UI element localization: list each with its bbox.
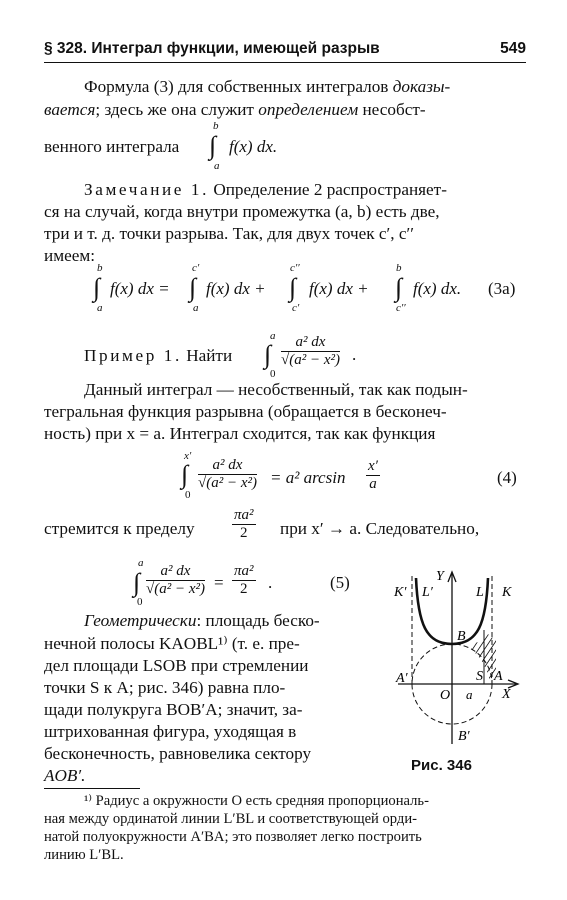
para1-line3: венного интеграла: [44, 137, 180, 156]
label-B: B: [457, 629, 466, 644]
footnote-line4: линию L′BL.: [44, 847, 124, 863]
limit-lower: a: [193, 302, 199, 314]
remark-line2: ся на случай, когда внутри промежутка (a, b) есть две,: [44, 202, 440, 221]
integral-sign: ∫: [181, 460, 189, 489]
section-title: § 328. Интеграл функции, имеющей разрыв: [44, 40, 380, 57]
footnote-line3: натой полуокружности A′BA; это позволяет легко построить: [44, 829, 422, 845]
formula4-fraction: $\frac{\text{a² dx}}{\text{√(a² − x²)}}$: [198, 457, 257, 491]
para3-a: стремится к пределу: [44, 519, 195, 538]
integral-sign: ∫: [133, 568, 141, 597]
figure-346: [390, 566, 530, 756]
limit-lower: 0: [185, 489, 191, 501]
footnote-rule: [44, 788, 140, 789]
limit-upper: b: [396, 262, 402, 274]
limit-lower: c′: [292, 302, 300, 314]
label-A: A: [494, 669, 503, 684]
example-fraction: $\frac{\text{a² dx}}{\text{√(a² − x²)}}$: [281, 334, 340, 368]
limit-lower: 0: [137, 596, 143, 608]
formula4-arcsin-fraction: $\frac{x'}{a}$: [368, 458, 378, 492]
formula-number: (3а): [488, 279, 516, 298]
limit-upper: c′: [192, 262, 200, 274]
integral-lower-limit: a: [214, 160, 220, 172]
limit-upper: c′′: [290, 262, 300, 274]
geom-line5: щади полукруга BOB′A; значит, за-: [44, 700, 303, 719]
formula-number: (4): [497, 468, 517, 487]
integral-sign: ∫: [264, 340, 272, 369]
integral-sign: ∫: [209, 131, 217, 160]
geom-line6: штрихованная фигура, уходящая в: [44, 722, 297, 741]
footnote-line1: ¹⁾ Радиус a окружности O есть средняя пропорциональ-: [84, 793, 429, 809]
integral-sign: ∫: [395, 273, 403, 302]
formula-number: (5): [330, 573, 350, 592]
footnote-line2: ная между ординатой линии L′BL и соответствующей орди-: [44, 811, 418, 827]
integral-sign: ∫: [189, 273, 197, 302]
para3-fraction: $\frac{\text{πa²}}{2}$: [234, 507, 254, 541]
formula-part: f(x) dx.: [413, 279, 462, 298]
label-B-prime: B′: [458, 729, 470, 744]
formula-part: f(x) dx +: [206, 279, 266, 298]
example-line: Пример 1. Найти: [84, 346, 233, 365]
formula5-result-fraction: $\frac{\text{πa²}}{2}$: [234, 563, 254, 597]
equals: =: [214, 573, 224, 592]
label-a: a: [466, 687, 473, 702]
integral-sign: ∫: [93, 273, 101, 302]
geom-line4: точки S к A; рис. 346) равна пло-: [44, 678, 286, 697]
geom-line7: бесконечность, равновелика сектору: [44, 744, 312, 763]
limit-upper: a: [138, 557, 144, 569]
label-A-prime: A′: [396, 671, 408, 686]
limit-lower: a: [97, 302, 103, 314]
geom-line2: нечной полосы KAOBL¹⁾ (т. е. пре-: [44, 634, 300, 653]
formula-part: f(x) dx +: [309, 279, 369, 298]
label-L: L: [476, 585, 484, 600]
limit-upper: x′: [184, 450, 192, 462]
geom-line1: Геометрически: площадь беско-: [84, 611, 320, 630]
para2-line2: тегральная функция разрывна (обращается в бесконеч-: [44, 402, 447, 421]
formula-part: f(x) dx =: [110, 279, 170, 298]
para1-line2: вается; здесь же она служит определением несобст-: [44, 100, 426, 119]
para3-b: при x′ → a. Следовательно,: [280, 519, 480, 538]
formula4-mid: = a² arcsin: [270, 468, 346, 487]
integral-expression: f(x) dx.: [229, 137, 278, 156]
para2-line1: Данный интеграл — несобственный, так как подын-: [84, 380, 468, 399]
geom-line8: AOB′.: [44, 766, 86, 785]
para2-line3: ность) при x = a. Интеграл сходится, так как функция: [44, 424, 436, 443]
period: .: [352, 345, 357, 364]
label-L-prime: L′: [422, 585, 433, 600]
label-K: K: [502, 585, 512, 600]
label-S: S: [476, 669, 483, 684]
page-number: 549: [500, 40, 526, 57]
remark-line1: Замечание 1. Определение 2 распространяет-: [84, 180, 447, 199]
label-X: X: [502, 687, 511, 702]
formula5-fraction: $\frac{\text{a² dx}}{\text{√(a² − x²)}}$: [146, 563, 205, 597]
limit-lower: c′′: [396, 302, 406, 314]
limit-upper: b: [97, 262, 103, 274]
integral-sign: ∫: [289, 273, 297, 302]
para1-line1: Формула (3) для собственных интегралов доказы-: [84, 77, 451, 96]
label-K-prime: K′: [394, 585, 407, 600]
limit-lower: 0: [270, 368, 276, 380]
geom-line3: дел площади LSOB при стремлении: [44, 656, 309, 675]
remark-line4: имеем:: [44, 246, 95, 265]
label-O: O: [440, 688, 451, 703]
running-header: [44, 38, 526, 63]
remark-line3: три и т. д. точки разрыва. Так, для двух точек c′, c′′: [44, 224, 415, 243]
label-Y: Y: [436, 569, 444, 584]
period: .: [268, 573, 273, 592]
limit-upper: a: [270, 330, 276, 342]
figure-caption: Рис. 346: [411, 757, 472, 774]
integral-upper-limit: b: [213, 120, 219, 132]
